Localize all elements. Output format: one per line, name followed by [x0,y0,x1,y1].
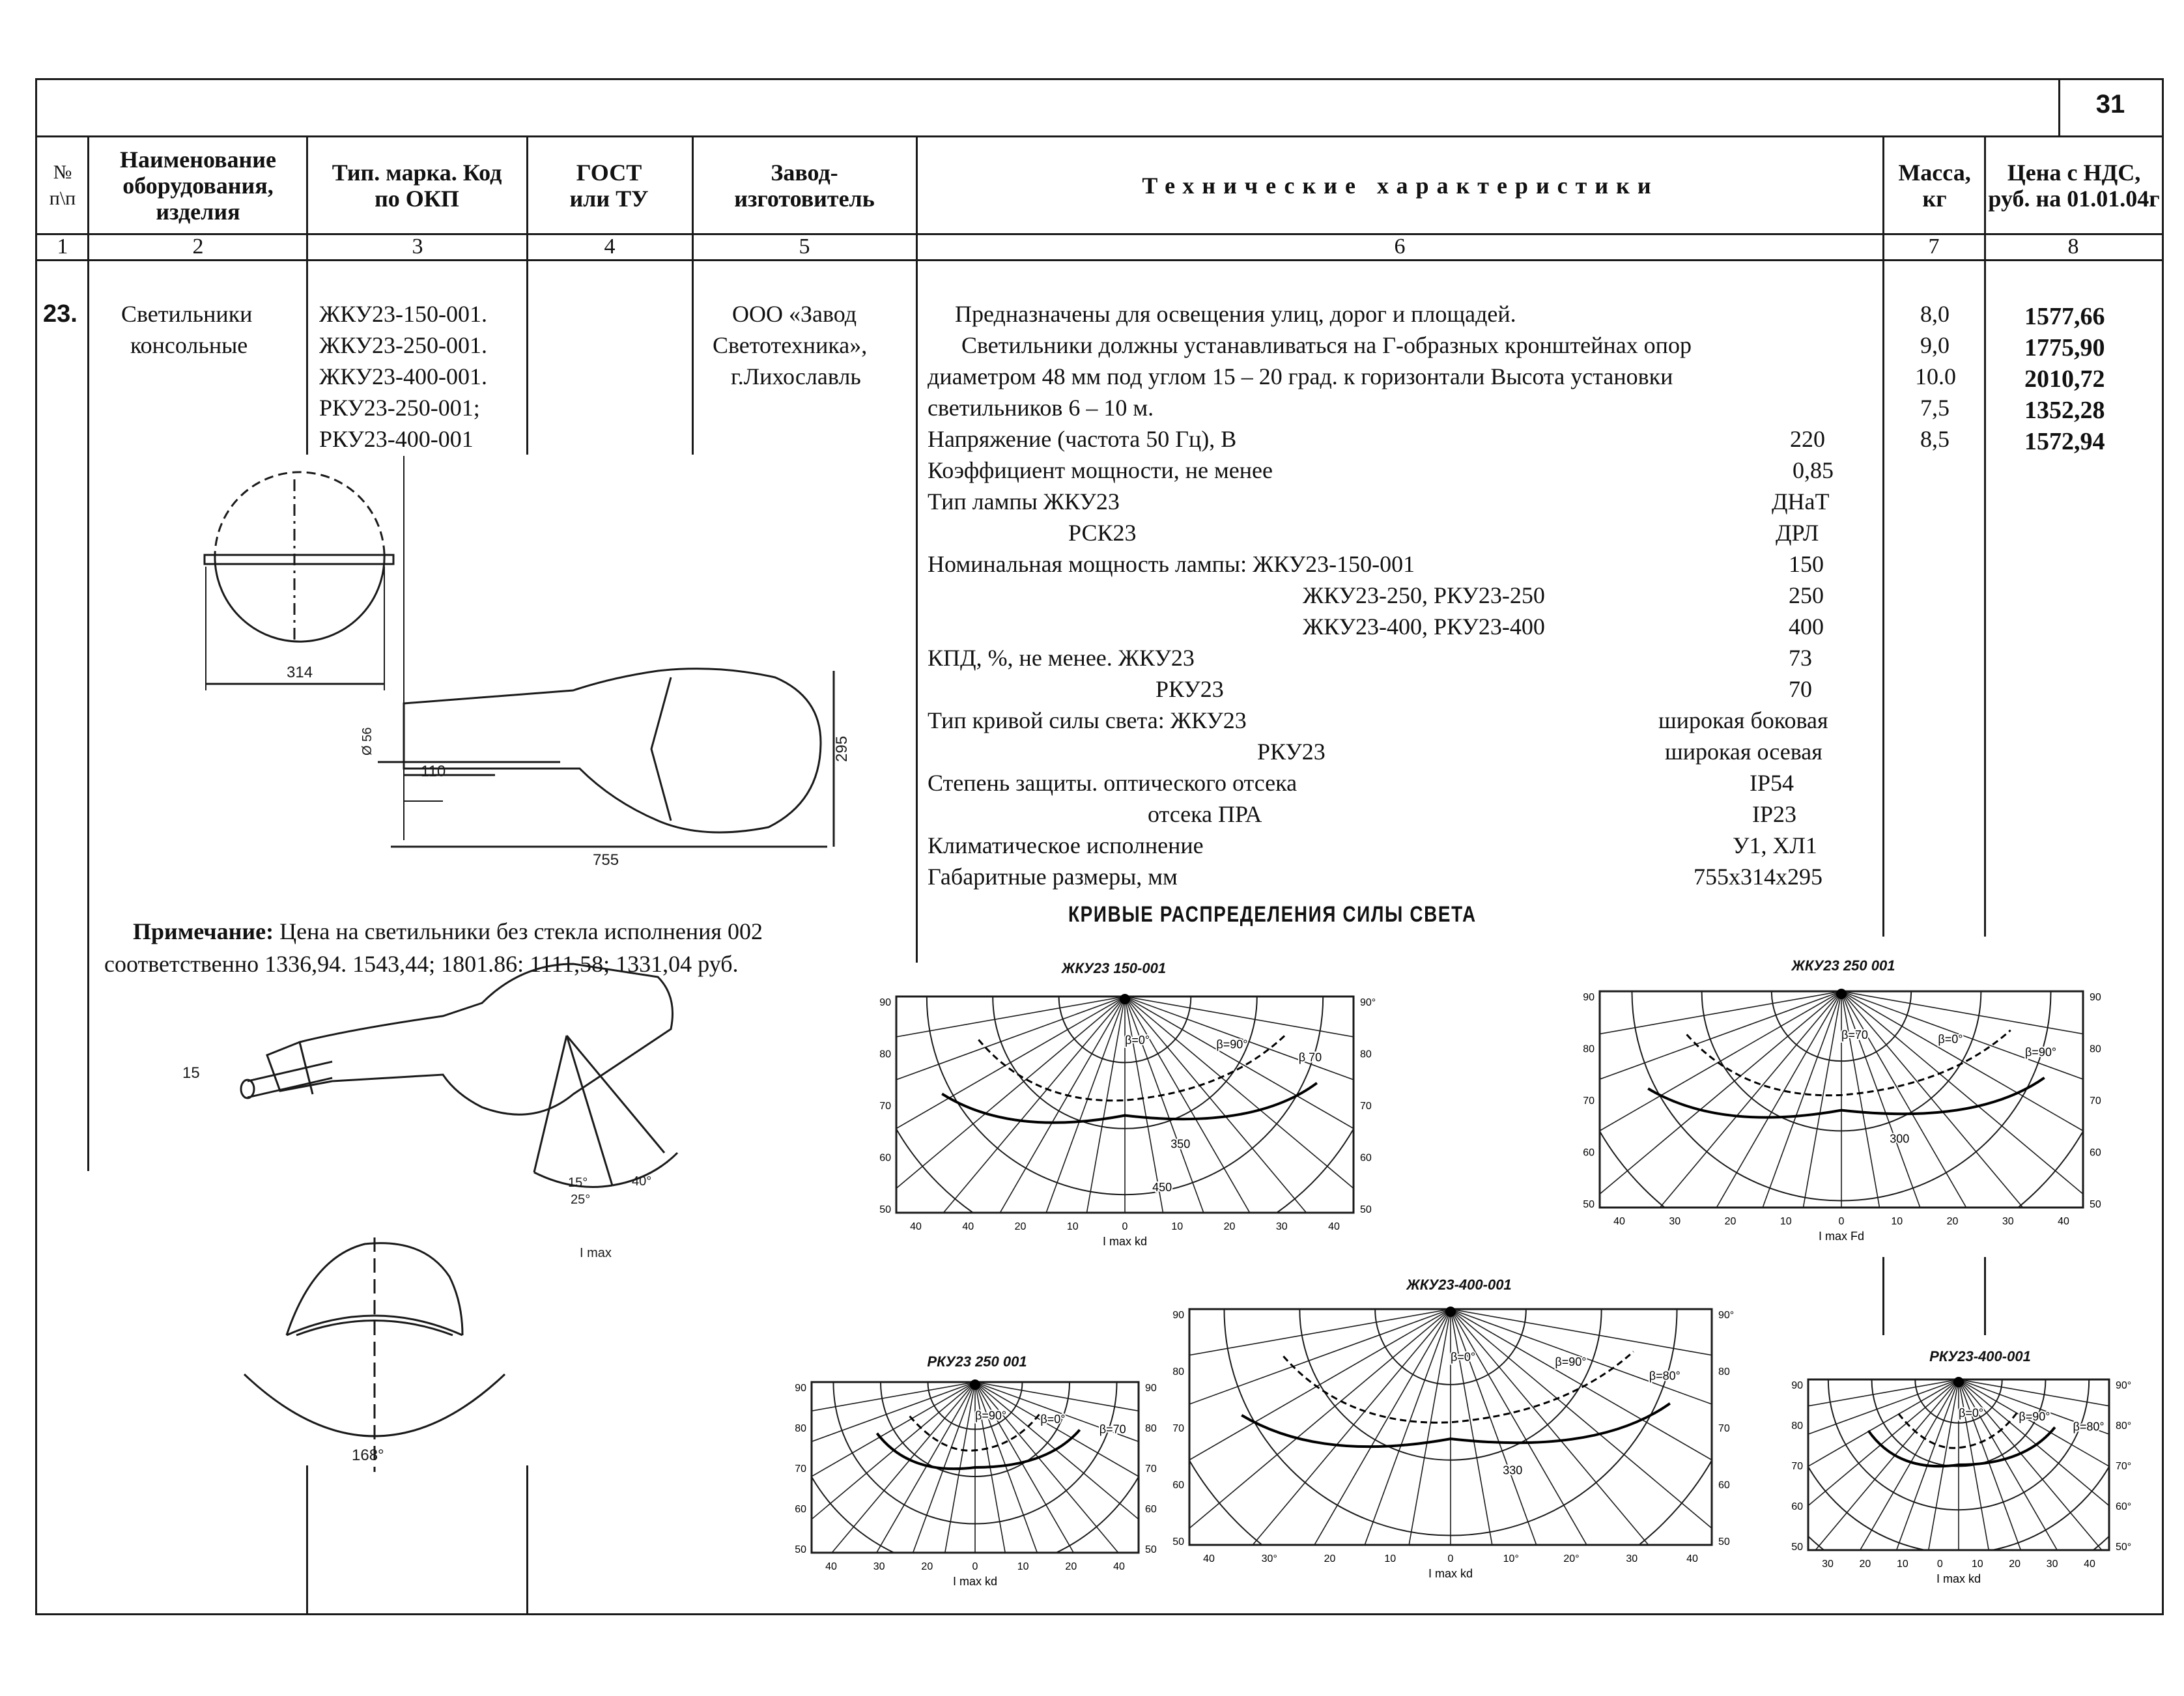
item-name-line: Светильники [121,301,253,327]
price-value: 1775,90 [2024,334,2105,361]
spec-value: широкая осевая [1665,739,1822,765]
luminaire-drawings [117,456,918,1498]
tick-label: 80 [1172,1366,1184,1378]
col-header-price: Цена с НДС, руб. на 01.01.04г [1988,160,2160,212]
curve-label: β=80° [2073,1420,2105,1434]
spec-label: РКУ23 [1257,739,1326,765]
dim-length: 755 [593,851,619,869]
tick-label: 70 [1145,1463,1157,1475]
plot-title: РКУ23-400-001 [1929,1348,2031,1364]
plot-origin [1445,1307,1456,1317]
grid-ray [1451,1309,1746,1583]
tick-label: 30 [873,1561,885,1572]
dim-width: 314 [287,664,313,681]
axis-label: I max kd [1428,1567,1473,1580]
spec-label: РСК23 [1068,520,1137,546]
tick-label: 0 [1838,1216,1845,1227]
tick-label: 60 [879,1152,891,1164]
mass-value: 7,5 [1920,395,1950,421]
spec-value: 0,85 [1793,457,1834,483]
tick-label: 90° [1718,1310,1735,1321]
grid-arc [1778,1373,2143,1588]
grid-ray [1959,1379,2143,1588]
curve-label: β 70 [1298,1051,1322,1064]
description-line: Светильники должны устанавливаться на Г-образных кронштейнах опор [961,332,1692,358]
dim-angle-15b: 15° [568,1176,588,1190]
tick-label: 50 [1583,1199,1595,1210]
grid-ray [1959,1379,2143,1588]
tick-label: 80° [2116,1420,2132,1432]
tick-label: 30 [1669,1216,1681,1227]
tick-label: 10 [1384,1553,1397,1564]
curve-label: β=0° [1938,1032,1963,1046]
grid-arc [1570,985,2117,1245]
price-value: 1572,94 [2024,428,2105,455]
col-number: 7 [1928,234,1940,259]
curve-label: β=0° [1040,1412,1066,1426]
dim-pipe-diameter: Ø 56 [360,727,375,756]
plot-title: РКУ23 250 001 [927,1353,1027,1370]
col-number: 3 [412,234,423,259]
tick-label: 60 [795,1504,806,1515]
plot-origin [970,1379,980,1390]
spec-label: РКУ23 [1156,676,1224,702]
col-header-mass: Масса, кг [1898,160,1971,212]
col-number: 4 [604,234,616,259]
col-number: 6 [1394,234,1406,259]
col-number: 1 [57,234,68,259]
curve-label: β=90° [2024,1045,2057,1059]
plot-title: ЖКУ23 150-001 [1061,960,1167,976]
tick-label: 60 [1145,1504,1157,1515]
tick-label: 0 [1122,1221,1128,1232]
spec-value: ДРЛ [1776,520,1819,546]
tick-label: 20 [1223,1221,1236,1232]
tick-label: 90 [1145,1383,1157,1394]
grid-ray [866,996,1125,1241]
tick-label: 20 [921,1561,933,1572]
tick-label: 30° [1261,1553,1277,1564]
tick-label: 20 [1859,1559,1871,1570]
tick-label: 80 [795,1423,806,1434]
tick-label: 60° [2116,1501,2132,1512]
spec-label: Напряжение (частота 50 Гц), В [928,426,1237,452]
tick-label: 30 [2046,1559,2058,1570]
tick-label: 90 [2090,992,2101,1003]
tick-label: 50 [1791,1542,1803,1553]
curves-heading: КРИВЫЕ РАСПРЕДЕЛЕНИЯ СИЛЫ СВЕТА [1068,902,1477,927]
plot-grid [866,990,1387,1251]
price-value: 2010,72 [2024,365,2105,393]
type-code: ЖКУ23-250-001. [319,332,488,358]
tick-label: 30 [1822,1559,1834,1570]
tick-label: 80 [879,1049,891,1060]
curve-label: β=0° [1125,1034,1150,1047]
plot-origin [1120,994,1130,1004]
tick-label: 70 [1172,1423,1184,1434]
col-number: 8 [2067,234,2079,259]
axis-label: I max kd [952,1575,998,1588]
tick-label: 60 [1583,1147,1595,1159]
spec-label: Климатическое исполнение [928,832,1204,858]
col-header-manufacturer: Завод-изготовитель [734,160,875,212]
description-line: светильников 6 – 10 м. [928,395,1154,421]
tick-label: 60 [1791,1501,1803,1512]
mass-value: 9,0 [1920,332,1950,358]
grid-ray [1778,1379,1959,1540]
tick-label: 40 [825,1561,837,1572]
tick-label: 0 [1447,1553,1454,1564]
type-code: РКУ23-250-001; [319,395,480,421]
tick-label: 30 [1626,1553,1638,1564]
mass-value: 8,5 [1920,426,1950,452]
spec-value: ДНаТ [1772,488,1830,515]
side-view-drawing [378,456,834,847]
note-text-1: Цена на светильники без стекла исполнения 002 [279,918,763,944]
spec-value: 755х314х295 [1694,864,1822,890]
tick-label: 90 [1172,1310,1184,1321]
axis-label: I max Fd [1818,1230,1865,1243]
tick-label: 40 [2084,1559,2095,1570]
grid-ray [975,1382,1172,1471]
curve-label: β=90° [975,1409,1007,1422]
curve-label: β=90° [1555,1355,1587,1368]
spec-value: 400 [1789,614,1824,640]
tick-label: 40 [1686,1553,1698,1564]
col-number: 5 [799,234,810,259]
spec-label: Тип кривой силы света: ЖКУ23 [928,707,1247,733]
tick-label: 70 [2090,1095,2101,1107]
top-view-drawing [205,472,393,690]
axis-label: I max kd [1102,1235,1148,1248]
grid-arc [1570,985,2117,1245]
tick-label: 40 [1328,1221,1340,1232]
tick-label: 80 [2090,1043,2101,1055]
tick-label: 50 [795,1544,806,1555]
tick-label: 60 [1360,1152,1372,1164]
type-code: РКУ23-400-001 [319,426,474,452]
axis-label: I max kd [1936,1572,1981,1585]
spec-label: Коэффициент мощности, не менее [928,457,1273,483]
tick-label: 20 [2009,1559,2021,1570]
grid-ray [1451,1309,1746,1583]
tick-label: 10 [1971,1559,1983,1570]
tick-label: 40 [1113,1561,1125,1572]
tick-label: 80 [1718,1366,1730,1378]
tick-label: 0 [972,1561,978,1572]
tick-label: 20 [1724,1216,1737,1227]
spec-value: 73 [1789,645,1812,671]
plot-grid [1159,1303,1746,1583]
polar-plot-rku23-400 [1778,1373,2143,1588]
dim-height: 295 [833,735,851,762]
tick-label: 40 [1203,1553,1215,1564]
tick-label: 50 [2090,1199,2101,1210]
tick-label: 70 [879,1101,891,1112]
tick-label: 50 [879,1204,891,1215]
tick-label: 50 [1360,1204,1372,1215]
dim-angle-168: 168° [352,1447,384,1464]
curve-label: β=0° [1451,1350,1476,1364]
page-number: 31 [2095,90,2125,119]
tick-label: 90 [795,1383,806,1394]
note-line-2: соответственно 1336,94. 1543,44; 1801.86: 1111,58; 1331,04 руб. [104,951,739,977]
grid-arc [1778,1373,2143,1588]
grid-arc [1570,985,2117,1245]
tick-label: 20 [1065,1561,1077,1572]
grid-ray [886,1382,975,1590]
tick-label: 40 [1613,1216,1625,1227]
grid-arc [1778,1373,2143,1588]
grid-ray [1451,1309,1746,1583]
spec-value: У1, ХЛ1 [1733,832,1817,858]
tick-label: 90 [1583,992,1595,1003]
tick-label: 50 [1718,1536,1730,1548]
grid-arc [1778,1373,2143,1588]
curve-label: β=0° [1959,1406,1984,1420]
col-header-number: № п\п [49,162,76,209]
tick-label: 70° [2116,1461,2132,1472]
grid-arc [1570,985,2117,1245]
tick-label: 20 [1014,1221,1027,1232]
grid-ray [1959,1379,2143,1588]
tick-label: 70 [1583,1095,1595,1107]
description-line: Предназначены для освещения улиц, дорог и площадей. [955,301,1516,327]
tick-label: 30 [1275,1221,1288,1232]
curve-label: β=70 [1099,1422,1126,1436]
plot-grid [1570,985,2117,1245]
perspective-view-drawing [241,964,677,1187]
curve-label: 300 [1890,1132,1910,1146]
item-number: 23. [43,300,78,328]
curve-label: β=90° [1216,1038,1248,1051]
price-value: 1577,66 [2024,303,2105,330]
tick-label: 60 [1172,1480,1184,1491]
tick-label: 0 [1936,1559,1943,1570]
col-header-name: Наименование оборудования, изделия [120,147,276,225]
spec-label: КПД, %, не менее. ЖКУ23 [928,645,1195,671]
tick-label: 50 [1172,1536,1184,1548]
tick-label: 10° [1503,1553,1519,1564]
spec-label: Габаритные размеры, мм [928,864,1178,890]
spec-value: IP23 [1752,801,1797,827]
tick-label: 90° [2116,1380,2132,1391]
manufacturer-line: ООО «Завод [732,301,857,327]
spec-value: 220 [1790,426,1825,452]
tick-label: 90 [1791,1380,1803,1391]
tick-label: 90° [1360,997,1376,1008]
tick-label: 80 [1360,1049,1372,1060]
dim-angle-15: 15 [182,1064,200,1082]
spec-label: отсека ПРА [1148,801,1262,827]
plot-origin [1836,989,1847,999]
tick-label: 50 [1145,1544,1157,1555]
note-label: Примечание: [133,918,274,944]
grid-arc [1570,985,2117,1245]
tick-label: 80 [1583,1043,1595,1055]
dim-pipe-length: 110 [421,763,446,780]
curve-label: β=80° [1649,1369,1681,1383]
tick-label: 60 [1718,1480,1730,1491]
tick-label: 10 [1066,1221,1079,1232]
spec-value: широкая боковая [1658,707,1828,733]
plot-title: ЖКУ23-400-001 [1406,1277,1512,1293]
front-view-drawing [244,1237,505,1472]
spec-label: ЖКУ23-250, РКУ23-250 [1303,582,1545,608]
grid-ray [1778,1379,1959,1588]
manufacturer-line: Светотехника», [713,332,868,358]
grid-ray [1778,1379,1959,1588]
tick-label: 20 [1324,1553,1336,1564]
spec-label: Степень защиты. оптического отсека [928,770,1298,796]
grid-ray [1798,1379,1959,1588]
spec-label: Номинальная мощность лампы: ЖКУ23-150-001 [928,551,1415,577]
tick-label: 70 [795,1463,806,1475]
grid-ray [1877,1379,1959,1588]
tick-label: 20° [1563,1553,1580,1564]
tick-label: 40 [2058,1216,2069,1227]
item-name-line: консольные [130,332,248,358]
spec-value: 150 [1789,551,1824,577]
grid-ray [1451,1309,1746,1583]
col-header-type: Тип. марка. Код по ОКП [332,160,502,212]
grid-ray [1778,1379,1959,1461]
tick-label: 50° [2116,1542,2132,1553]
type-code: ЖКУ23-150-001. [319,301,488,327]
tick-label: 40 [962,1221,974,1232]
grid-ray [1959,1379,2143,1588]
plot-origin [1953,1377,1964,1387]
col-header-specs: Технические характеристики [1142,173,1659,199]
tick-label: 10 [1171,1221,1184,1232]
polar-plot-zhku23-400 [1159,1303,1746,1583]
plot-title: ЖКУ23 250 001 [1791,957,1895,974]
grid-arc [1570,985,2117,1245]
curve-label: 330 [1503,1463,1523,1477]
tick-label: 80 [1791,1420,1803,1432]
tick-label: 20 [1946,1216,1959,1227]
type-code: ЖКУ23-400-001. [319,363,488,389]
grid-ray [975,1382,1172,1557]
col-header-gost: ГОСТ или ТУ [569,160,649,212]
spec-label: ЖКУ23-400, РКУ23-400 [1303,614,1545,640]
tick-label: 70 [1791,1461,1803,1472]
dim-imax: I max [580,1246,612,1260]
grid-arc [1778,1373,2143,1588]
tick-label: 40 [910,1221,922,1232]
description-line: диаметром 48 мм под углом 15 – 20 град. к горизонтали Высота установки [928,363,1673,389]
mass-value: 8,0 [1920,301,1950,327]
manufacturer-line: г.Лихославль [731,363,861,389]
grid-ray [1959,1379,2143,1540]
polar-plot-zhku23-250 [1570,985,2117,1245]
plot-grid [1778,1373,2143,1588]
tick-label: 80 [1145,1423,1157,1434]
plot-grid [782,1376,1172,1590]
tick-label: 90 [879,997,891,1008]
tick-label: 30 [2002,1216,2014,1227]
dim-angle-25: 25° [571,1193,591,1207]
tick-label: 10 [1017,1561,1029,1572]
price-value: 1352,28 [2024,397,2105,424]
polar-plot-rku23-250 [782,1376,1172,1590]
curve-label: β=90° [2019,1409,2050,1423]
distribution-curve [1241,1404,1670,1447]
spec-value: 250 [1789,582,1824,608]
spec-label: Тип лампы ЖКУ23 [928,488,1120,515]
tick-label: 60 [2090,1147,2101,1159]
col-number: 2 [192,234,204,259]
polar-plot-zhku23-150 [866,990,1387,1251]
grid-ray [1778,1379,1959,1588]
grid-ray [1778,1379,1959,1588]
spec-value: 70 [1789,676,1812,702]
mass-value: 10.0 [1915,363,1956,389]
tick-label: 10 [1896,1559,1908,1570]
spec-value: IP54 [1750,770,1794,796]
tick-label: 70 [1360,1101,1372,1112]
curve-label: β=70 [1841,1028,1868,1042]
tick-label: 10 [1891,1216,1903,1227]
tick-label: 70 [1718,1423,1730,1434]
dim-angle-40: 40° [632,1174,652,1189]
tick-label: 10 [1780,1216,1792,1227]
curve-label: 350 [1170,1137,1191,1151]
grid-ray [1451,1309,1746,1583]
curve-label: 450 [1152,1180,1172,1194]
